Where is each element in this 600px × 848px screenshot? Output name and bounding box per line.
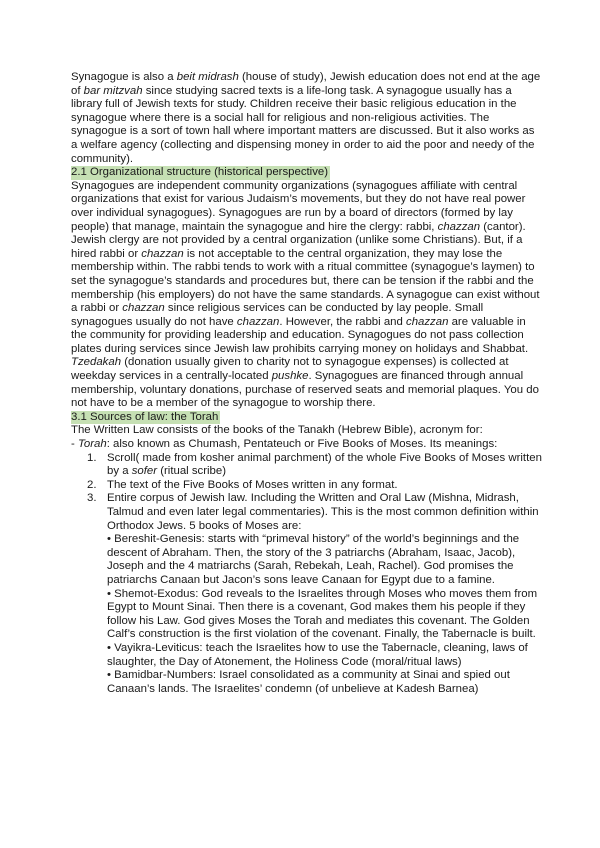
text-run: (donation usually given to charity not to synagogue expenses) is collected at weekday services in a centrally-located [71,356,509,383]
italic-term: bar mitzvah [83,84,143,97]
list-number: 3. [87,492,97,505]
italic-term: beit midrash [176,71,239,83]
list-item [71,479,543,493]
text-run: since religious services can be conducted by lay people. Small synagogues usually do not have [71,302,484,328]
italic-term: sofer [131,465,158,478]
text-run: (cantor). Jewish clergy are not provided by a central organization (unlike some Christians). But, if a hired rabbi or [71,220,526,260]
text-run: The text of the Five Books of Moses written in any format. [107,478,398,491]
text-run: are valuable in the community for providing leadership and education. Synagogues do not pass collection plates during services since Jewish law prohibits carrying money on holidays and Shabbat. [71,315,529,355]
italic-term: pushke [271,370,309,383]
italic-term: chazzan [437,220,481,233]
text-run: since studying sacred texts is a life-long task. A synagogue usually has a library full of Jewish texts for study. Children receive their basic religious education in the synagogue where there is a social hall for religious and non-religious activities. The synagogue is a sort of town hall where important matters are discussed. But it also works as a welfare agency (collecting and dispensing money in order to aid the poor and needy of the community). [71,84,535,165]
text-run: Synagogue is also a [71,71,177,83]
section-heading-organizational-structure: 2.1 Organizational structure (historical perspective) [71,166,329,179]
list-item [71,492,543,696]
organizational-structure-paragraph [71,180,543,411]
italic-term: Tzedakah [71,356,122,369]
list-number: 2. [87,478,97,491]
text-run: Scroll( made from kosher animal parchment) of the whole Five Books of Moses written by a [107,451,542,478]
text-run: Entire corpus of Jewish law. Including the Written and Oral Law (Mishna, Midrash, Talmud and even later legal commentaries). This is the most common definition within Orthodox Jews. 5 books of Moses are: [107,492,539,532]
text-run: - [71,438,78,451]
italic-term: chazzan [122,302,165,315]
book-genesis: • Bereshit-Genesis: starts with “primeval history” of the world’s beginnings and the descent of Abraham. Then, the story of the 3 patriarchs (Abraham, Isaac, Jacob), Joseph and the 4 matriarchs (Sarah, Rebekah, Leah, Rachel). God promises the patriarchs Canaan but Jacon’s sons leave Canaan for Egypt due to a famine. [107,533,520,586]
book-exodus: • Shemot-Exodus: God reveals to the Israelites through Moses who moves them from Egypt to Mount Sinai. Then there is a covenant, God makes them his people if they follow his Law. God gives Moses the Torah and mediates this covenant. The Golden Calf’s construction is the first violation of the covenant. Finally, the Tabernacle is built. [107,587,538,641]
text-run: . However, the rabbi and [279,315,406,328]
italic-term: Torah [77,438,107,451]
italic-term: chazzan [406,315,449,328]
text-run: is not acceptable to the central organization, they may lose the membership within. The rabbi tends to work with a ritual committee (synagogue’s laymen) to set the synagogue’s standards and procedures but, there can be tension if the rabbi and the membership (his employers) do not have the same standards. A synagogue can exist without a rabbi or [71,247,540,315]
text-run: (house of study), Jewish education does not end at the age of [71,71,541,97]
torah-meanings-list [71,452,543,697]
italic-term: chazzan [236,315,280,328]
text-run: . Synagogues are financed through annual membership, voluntary donations, purchase of reserved seats and memorial plaques. You do not have to be a member of the synagogue to worship there. [71,370,539,410]
written-law-line: The Written Law consists of the books of the Tanakh (Hebrew Bible), acronym for: [71,424,483,437]
italic-term: chazzan [141,247,184,260]
text-run: Synagogues are independent community organizations (synagogues affiliate with central organizations that exist for various Judaism’s movements, but they do not have real power over individual synagogues). Synagogues are run by a board of directors (formed by lay people) that manage, maintain the synagogue and hire the clergy: rabbi, [71,179,526,233]
book-numbers: • Bamidbar-Numbers: Israel consolidated as a community at Sinai and spied out Canaan’s lands. The Israelites’ condemn (of unbelieve at Kadesh Barnea) [107,669,510,695]
document-page [71,71,543,696]
section-heading-sources-of-law: 3.1 Sources of law: the Torah [71,410,219,423]
text-run: (ritual scribe) [157,465,227,478]
list-number: 1. [87,451,97,464]
book-leviticus: • Vayikra-Leviticus: teach the Israelites how to use the Tabernacle, cleaning, laws of slaughter, the Day of Atonement, the Holiness Code (moral/ritual laws) [107,641,528,668]
text-run: : also known as Chumash, Pentateuch or Five Books of Moses. Its meanings: [106,438,498,451]
list-item [71,452,543,479]
intro-paragraph [71,71,543,166]
torah-definition-line [71,438,543,452]
